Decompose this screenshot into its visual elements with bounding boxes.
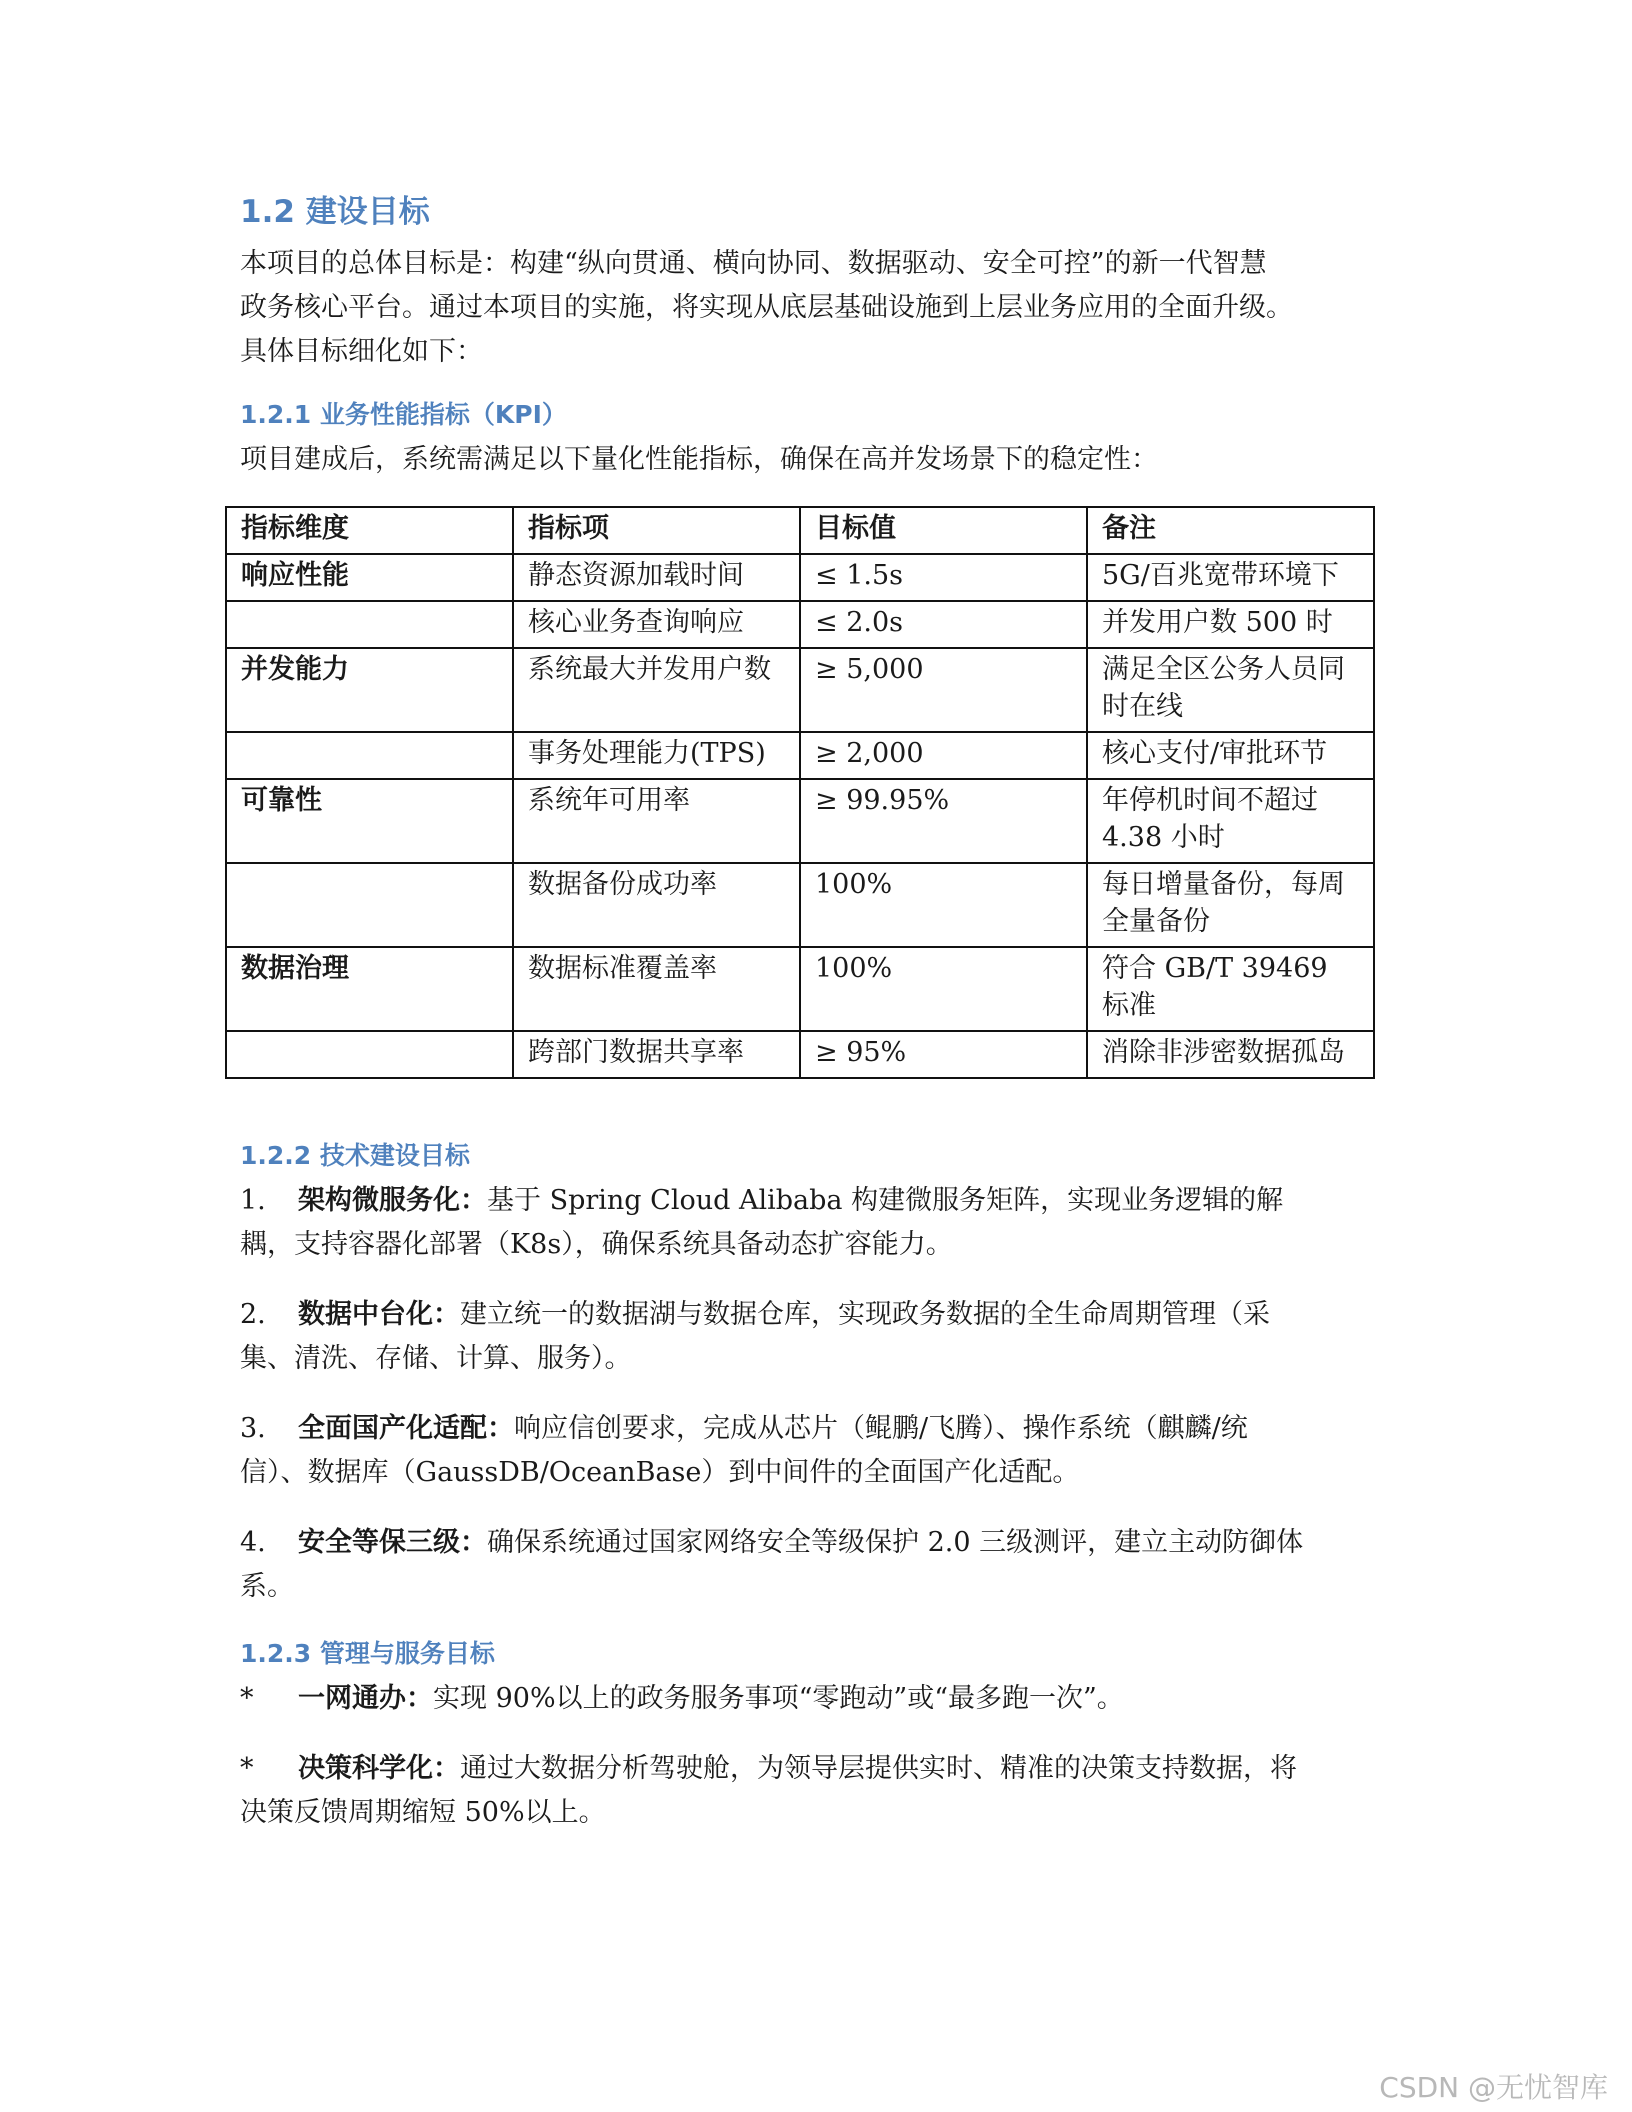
kpi-heading: 1.2.1 业务性能指标（KPI） — [240, 400, 567, 429]
header-dimension: 指标维度 — [226, 507, 513, 554]
cell-target: ≤ 2.0s — [800, 601, 1087, 648]
item-number: 3. — [240, 1413, 266, 1444]
item-text-1: 确保系统通过国家网络安全等级保护 2.0 三级测评，建立主动防御体 — [487, 1527, 1304, 1558]
item-label: 全面国产化适配： — [298, 1413, 514, 1444]
table-row — [226, 554, 1374, 601]
mgmt-heading: 1.2.3 管理与服务目标 — [240, 1639, 495, 1668]
section-heading: 1.2 建设目标 — [240, 194, 430, 230]
cell-note: 每日增量备份，每周全量备份 — [1087, 863, 1374, 947]
cell-dimension: 并发能力 — [226, 648, 513, 732]
cell-dimension — [226, 732, 513, 779]
cell-target: ≥ 99.95% — [800, 779, 1087, 863]
bullet-star: * — [240, 1683, 254, 1714]
intro-line-3: 具体目标细化如下： — [240, 336, 483, 367]
table-row — [226, 1031, 1374, 1078]
header-note: 备注 — [1087, 507, 1374, 554]
cell-target: ≥ 2,000 — [800, 732, 1087, 779]
header-target: 目标值 — [800, 507, 1087, 554]
cell-target: ≤ 1.5s — [800, 554, 1087, 601]
document-page — [240, 190, 1390, 1835]
item-text-1: 通过大数据分析驾驶舱，为领导层提供实时、精准的决策支持数据，将 — [460, 1753, 1297, 1784]
cell-item: 数据标准覆盖率 — [513, 947, 800, 1031]
watermark: CSDN @无忧智库 — [1379, 2071, 1608, 2104]
list-item — [240, 1179, 1390, 1223]
bullet-item — [240, 1677, 1390, 1721]
list-item-continuation: 信）、数据库（GaussDB/OceanBase）到中间件的全面国产化适配。 — [240, 1457, 1080, 1488]
cell-note: 符合 GB/T 39469 标准 — [1087, 947, 1374, 1031]
item-text-1: 基于 Spring Cloud Alibaba 构建微服务矩阵，实现业务逻辑的解 — [487, 1185, 1284, 1216]
bullet-item — [240, 1747, 1390, 1791]
item-label: 决策科学化： — [298, 1753, 460, 1784]
table-row — [226, 601, 1374, 648]
cell-dimension: 数据治理 — [226, 947, 513, 1031]
item-label: 架构微服务化： — [298, 1185, 487, 1216]
cell-note: 满足全区公务人员同时在线 — [1087, 648, 1374, 732]
list-item-continuation: 系。 — [240, 1571, 294, 1602]
tech-heading: 1.2.2 技术建设目标 — [240, 1141, 470, 1170]
cell-note: 消除非涉密数据孤岛 — [1087, 1031, 1374, 1078]
cell-dimension — [226, 601, 513, 648]
cell-item: 数据备份成功率 — [513, 863, 800, 947]
intro-line-1: 本项目的总体目标是：构建“纵向贯通、横向协同、数据驱动、安全可控”的新一代智慧 — [240, 248, 1267, 279]
kpi-table — [225, 506, 1375, 1079]
cell-dimension: 响应性能 — [226, 554, 513, 601]
header-item: 指标项 — [513, 507, 800, 554]
cell-item: 静态资源加载时间 — [513, 554, 800, 601]
cell-dimension — [226, 863, 513, 947]
item-text-1: 建立统一的数据湖与数据仓库，实现政务数据的全生命周期管理（采 — [460, 1299, 1270, 1330]
item-text-1: 响应信创要求，完成从芯片（鲲鹏/飞腾）、操作系统（麒麟/统 — [514, 1413, 1248, 1444]
item-number: 2. — [240, 1299, 266, 1330]
item-number: 4. — [240, 1527, 266, 1558]
cell-target: ≥ 95% — [800, 1031, 1087, 1078]
table-row — [226, 732, 1374, 779]
cell-item: 系统最大并发用户数 — [513, 648, 800, 732]
cell-note: 5G/百兆宽带环境下 — [1087, 554, 1374, 601]
item-text-1: 实现 90%以上的政务服务事项“零跑动”或“最多跑一次”。 — [433, 1683, 1124, 1714]
item-label: 数据中台化： — [298, 1299, 460, 1330]
list-item — [240, 1293, 1390, 1337]
cell-dimension — [226, 1031, 513, 1078]
list-item-continuation: 耦，支持容器化部署（K8s），确保系统具备动态扩容能力。 — [240, 1229, 953, 1260]
cell-target: 100% — [800, 863, 1087, 947]
table-row — [226, 863, 1374, 947]
list-item — [240, 1521, 1390, 1565]
table-row — [226, 648, 1374, 732]
cell-item: 事务处理能力(TPS) — [513, 732, 800, 779]
item-label: 一网通办： — [298, 1683, 433, 1714]
item-number: 1. — [240, 1185, 266, 1216]
list-item-continuation: 集、清洗、存储、计算、服务）。 — [240, 1343, 632, 1374]
list-item — [240, 1407, 1390, 1451]
cell-note: 年停机时间不超过 4.38 小时 — [1087, 779, 1374, 863]
item-label: 安全等保三级： — [298, 1527, 487, 1558]
kpi-intro: 项目建成后，系统需满足以下量化性能指标，确保在高并发场景下的稳定性： — [240, 444, 1158, 475]
cell-dimension: 可靠性 — [226, 779, 513, 863]
bullet-star: * — [240, 1753, 254, 1784]
cell-item: 系统年可用率 — [513, 779, 800, 863]
cell-item: 跨部门数据共享率 — [513, 1031, 800, 1078]
cell-note: 核心支付/审批环节 — [1087, 732, 1374, 779]
table-row — [226, 779, 1374, 863]
cell-target: 100% — [800, 947, 1087, 1031]
cell-item: 核心业务查询响应 — [513, 601, 800, 648]
table-header-row — [226, 507, 1374, 554]
table-row — [226, 947, 1374, 1031]
cell-note: 并发用户数 500 时 — [1087, 601, 1374, 648]
cell-target: ≥ 5,000 — [800, 648, 1087, 732]
intro-line-2: 政务核心平台。通过本项目的实施，将实现从底层基础设施到上层业务应用的全面升级。 — [240, 292, 1293, 323]
list-item-continuation: 决策反馈周期缩短 50%以上。 — [240, 1797, 606, 1828]
